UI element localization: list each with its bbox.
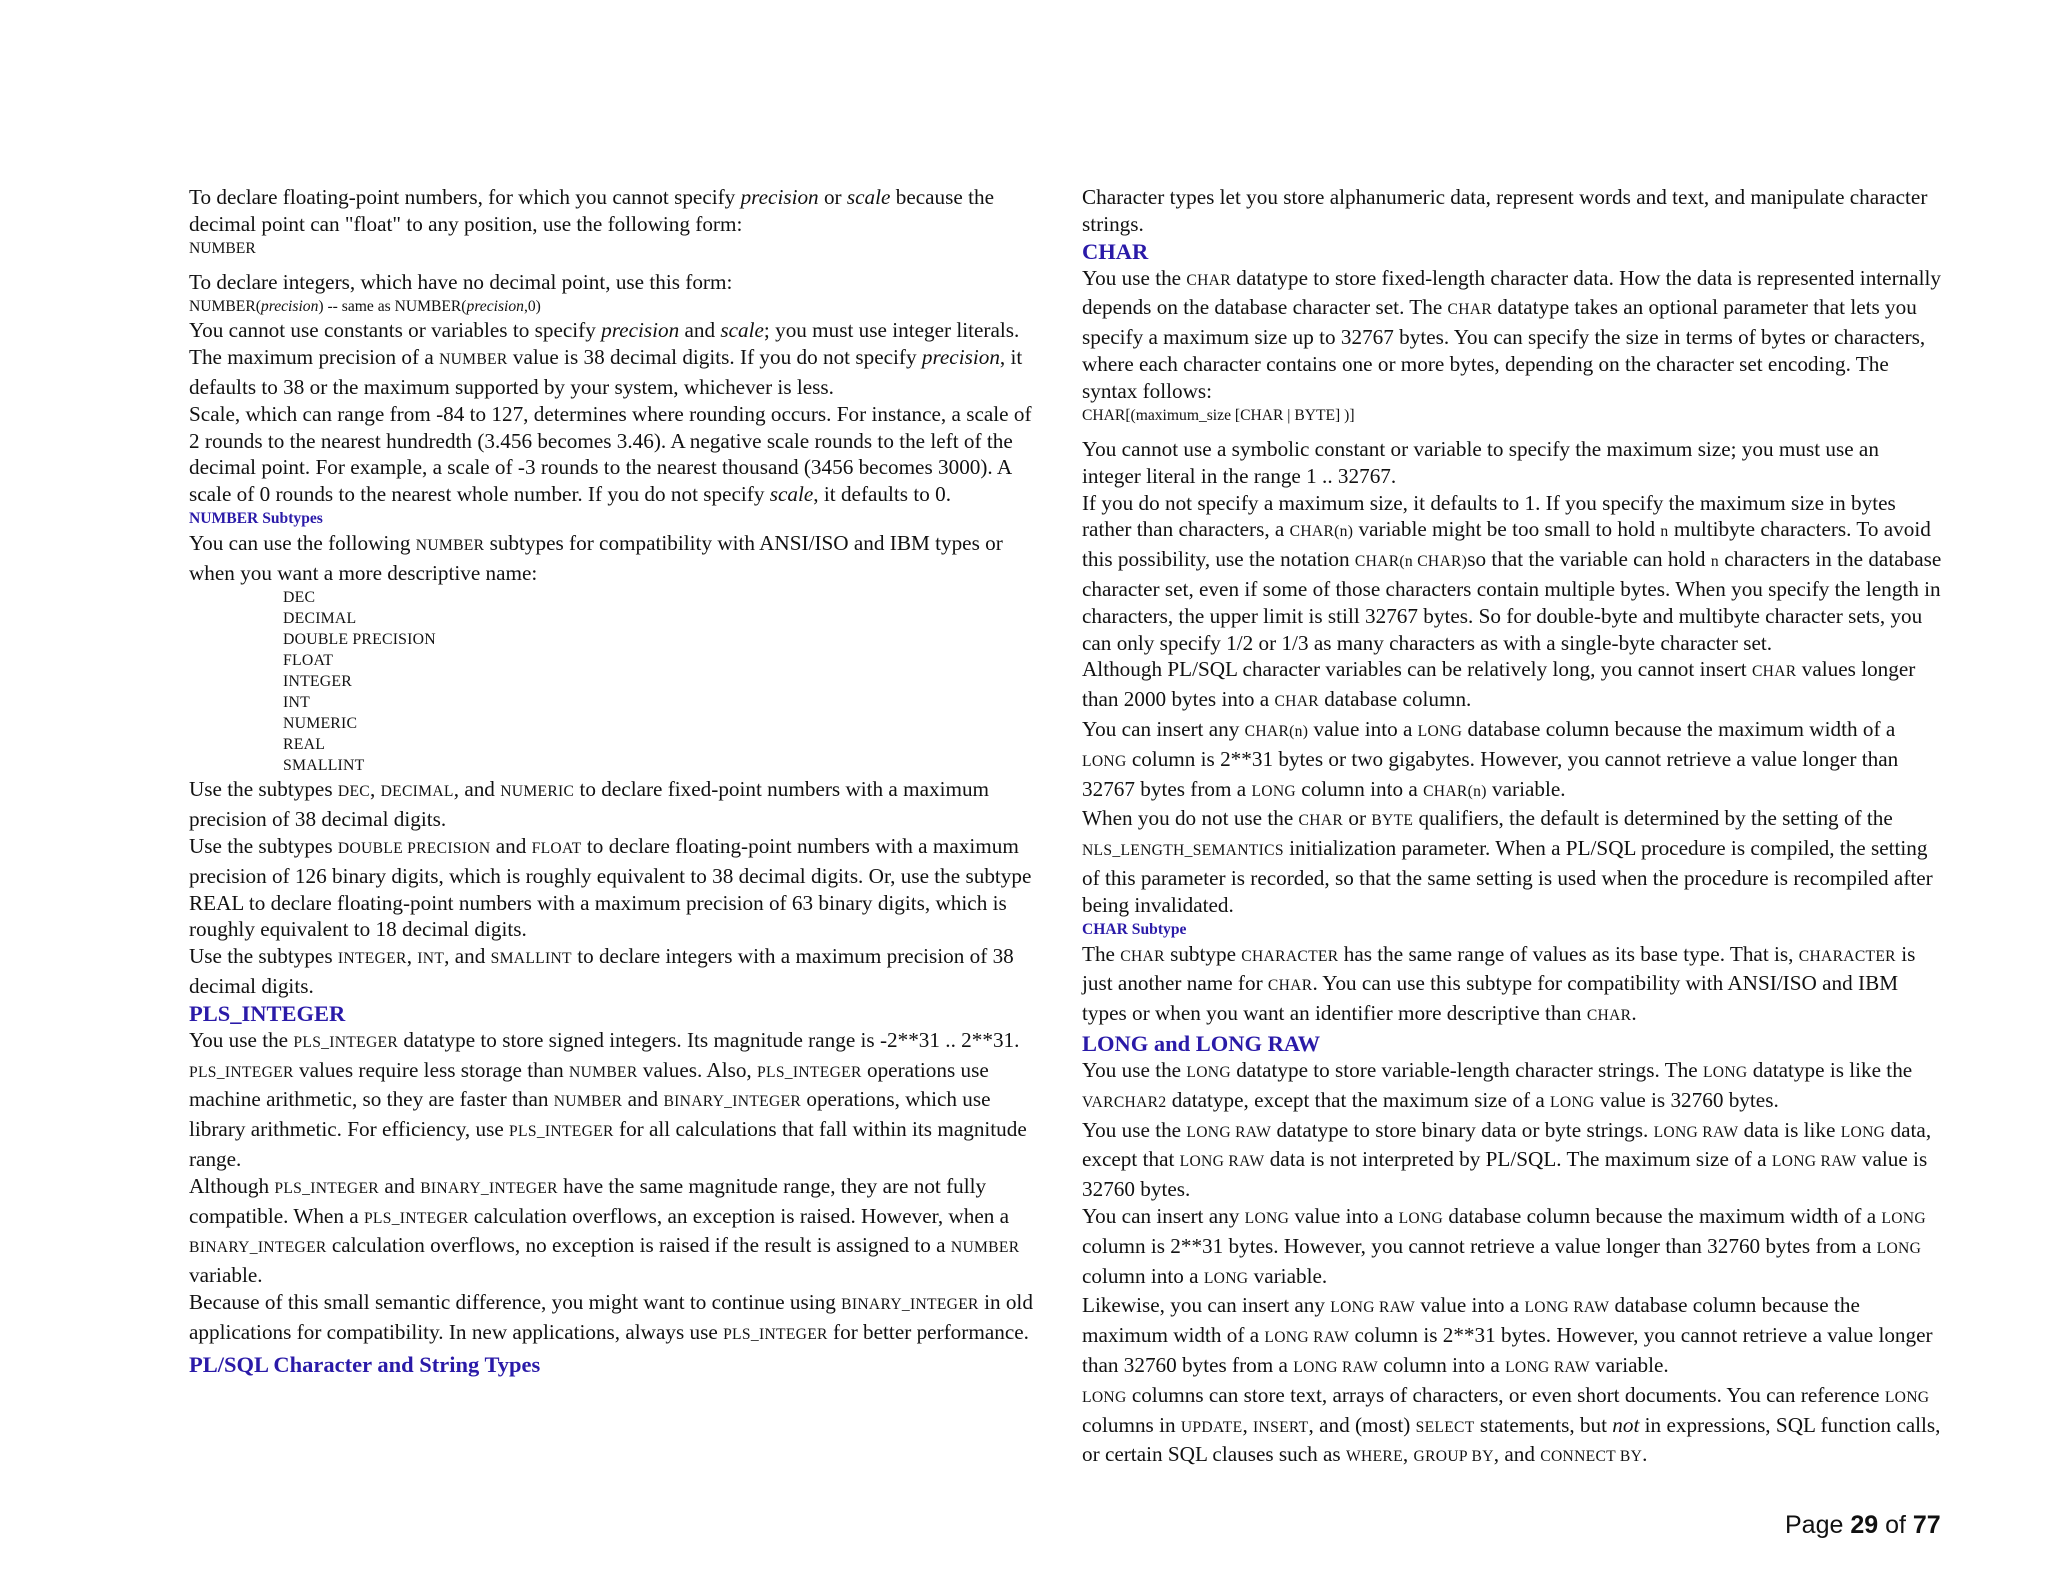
list-item: INTEGER	[283, 672, 352, 690]
long-paragraph-5: LONG columns can store text, arrays of characters, or even short documents. You can reference LONG columns in UPDATE, INSERT, and (most) SELECT statements, but not in expressions, SQL function calls, or certain SQL clauses such as WHERE, GROUP BY, and CONNECT BY.	[1082, 1382, 1941, 1467]
int-intro: To declare integers, which have no decimal point, use this form:	[189, 270, 733, 295]
pls-integer-heading: PLS_INTEGER	[189, 1000, 346, 1026]
left-column	[189, 184, 1044, 1378]
scale-paragraph: Scale, which can range from -84 to 127, determines where rounding occurs. For instance, a scale of 2 rounds to the nearest hundredth (3.456 becomes 3.46). A negative scale rounds to the left of the decimal point. For example, a scale of -3 rounds to the nearest thousand (3456 becomes 3000). A scale of 0 rounds to the nearest whole number. If you do not specify scale, it defaults to 0.	[189, 401, 1032, 507]
char-paragraph-4: Although PL/SQL character variables can be relatively long, you cannot insert CHAR values longer than 2000 bytes into a CHAR database column.	[1082, 657, 1916, 712]
right-column	[1082, 184, 1942, 1471]
use-int-paragraph: Use the subtypes INTEGER, INT, and SMALLINT to declare integers with a maximum precision of 38 decimal digits.	[189, 944, 1014, 998]
char-intro: Character types let you store alphanumeric data, represent words and text, and manipulate character strings.	[1082, 185, 1928, 236]
char-paragraph-1: You use the CHAR datatype to store fixed-length character data. How the data is represented internally depends on the database character set. The CHAR datatype takes an optional parameter that lets you specify a maximum size up to 32767 bytes. You can specify the size in terms of bytes or characters, where each character contains one or more bytes, depending on the character set encoding. The syntax follows:	[1082, 265, 1941, 403]
pls-paragraph-3: Because of this small semantic difference, you might want to continue using BINARY_INTEGER in old applications for compatibility. In new applications, always use PLS_INTEGER for better performance.	[189, 1289, 1033, 1344]
character-string-types-heading: PL/SQL Character and String Types	[189, 1351, 541, 1377]
char-syntax-code: CHAR[(maximum_size [CHAR | BYTE] )]	[1082, 406, 1355, 424]
pls-paragraph-1: You use the PLS_INTEGER datatype to store signed integers. Its magnitude range is -2**31 .. 2**31. PLS_INTEGER values require less storage than NUMBER values. Also, PLS_INTEGER operations use machine arithmetic, so they are faster than NUMBER and BINARY_INTEGER operations, which use library arithmetic. For efficiency, use PLS_INTEGER for all calculations that fall within its magnitude range.	[189, 1027, 1027, 1171]
subtype-list	[283, 587, 1044, 777]
long-paragraph-2: You use the LONG RAW datatype to store binary data or byte strings. LONG RAW data is like LONG data, except that LONG RAW data is not interpreted by PL/SQL. The maximum size of a LONG RAW value is 32760 bytes.	[1082, 1117, 1932, 1202]
char-subtype-paragraph: The CHAR subtype CHARACTER has the same range of values as its base type. That is, CHARACTER is just another name for CHAR. You can use this subtype for compatibility with ANSI/ISO and IBM types or when you want an identifier more descriptive than CHAR.	[1082, 941, 1916, 1026]
list-item: NUMERIC	[283, 715, 358, 733]
list-item: REAL	[283, 736, 326, 754]
float-intro: To declare floating-point numbers, for which you cannot specify precision or scale because the decimal point can "float" to any position, use the following form:	[189, 185, 994, 236]
int-code: NUMBER(precision) -- same as NUMBER(precision,0)	[189, 297, 541, 315]
long-paragraph-4: Likewise, you can insert any LONG RAW value into a LONG RAW database column because the maximum width of a LONG RAW column is 2**31 bytes. However, you cannot retrieve a value longer than 32760 bytes from a LONG RAW column into a LONG RAW variable.	[1082, 1293, 1933, 1377]
literal-paragraph: You cannot use constants or variables to specify precision and scale; you must use integer literals. The maximum precision of a NUMBER value is 38 decimal digits. If you do not specify precision, it defaults to 38 or the maximum supported by your system, whichever is less.	[189, 318, 1023, 399]
use-dec-paragraph: Use the subtypes DEC, DECIMAL, and NUMERIC to declare fixed-point numbers with a maximum precision of 38 decimal digits.	[189, 777, 990, 832]
long-heading: LONG and LONG RAW	[1082, 1031, 1321, 1057]
char-subtype-heading: CHAR Subtype	[1082, 920, 1187, 938]
number-subtypes-heading: NUMBER Subtypes	[189, 509, 323, 527]
float-code: NUMBER	[189, 239, 256, 257]
list-item: SMALLINT	[283, 757, 365, 775]
list-item: INT	[283, 694, 310, 712]
char-paragraph-3: If you do not specify a maximum size, it defaults to 1. If you specify the maximum size in bytes rather than characters, a CHAR(n) variable might be too small to hold n multibyte characters. To avoid this possibility, use the notation CHAR(n CHAR)so that the variable can hold n characters in the database character set, even if some of those characters contain multiple bytes. When you specify the length in characters, the upper limit is still 32767 bytes. So for double-byte and multibyte character sets, you can only specify 1/2 or 1/3 as many characters as with a single-byte character set.	[1082, 490, 1942, 655]
pls-paragraph-2: Although PLS_INTEGER and BINARY_INTEGER have the same magnitude range, they are not fully compatible. When a PLS_INTEGER calculation overflows, an exception is raised. However, when a BINARY_INTEGER calculation overflows, no exception is raised if the result is assigned to a NUMBER variable.	[189, 1173, 1020, 1288]
list-item: DOUBLE PRECISION	[283, 630, 436, 648]
char-paragraph-5: You can insert any CHAR(n) value into a LONG database column because the maximum width of a LONG column is 2**31 bytes or two gigabytes. However, you cannot retrieve a value longer than 32767 bytes from a LONG column into a CHAR(n) variable.	[1082, 717, 1899, 801]
list-item: DEC	[283, 588, 316, 606]
long-paragraph-1: You use the LONG datatype to store variable-length character strings. The LONG datatype is like the VARCHAR2 datatype, except that the maximum size of a LONG value is 32760 bytes.	[1082, 1058, 1913, 1112]
char-heading: CHAR	[1082, 238, 1149, 264]
list-item: DECIMAL	[283, 609, 357, 627]
subtypes-intro: You can use the following NUMBER subtypes for compatibility with ANSI/ISO and IBM types or when you want a more descriptive name:	[189, 530, 1003, 585]
page-number: Page 29 of 77	[1785, 1511, 1941, 1539]
list-item: FLOAT	[283, 651, 334, 669]
char-paragraph-2: You cannot use a symbolic constant or variable to specify the maximum size; you must use an integer literal in the range 1 .. 32767.	[1082, 437, 1879, 488]
use-double-paragraph: Use the subtypes DOUBLE PRECISION and FLOAT to declare floating-point numbers with a maximum precision of 126 binary digits, which is roughly equivalent to 38 decimal digits. Or, use the subtype REAL to declare floating-point numbers with a maximum precision of 63 binary digits, which is roughly equivalent to 18 decimal digits.	[189, 834, 1032, 942]
char-paragraph-6: When you do not use the CHAR or BYTE qualifiers, the default is determined by the setting of the NLS_LENGTH_SEMANTICS initialization parameter. When a PL/SQL procedure is compiled, the setting of this parameter is recorded, so that the same setting is used when the procedure is recompiled after being invalidated.	[1082, 806, 1933, 917]
long-paragraph-3: You can insert any LONG value into a LONG database column because the maximum width of a LONG column is 2**31 bytes. However, you cannot retrieve a value longer than 32760 bytes from a LONG column into a LONG variable.	[1082, 1204, 1926, 1288]
